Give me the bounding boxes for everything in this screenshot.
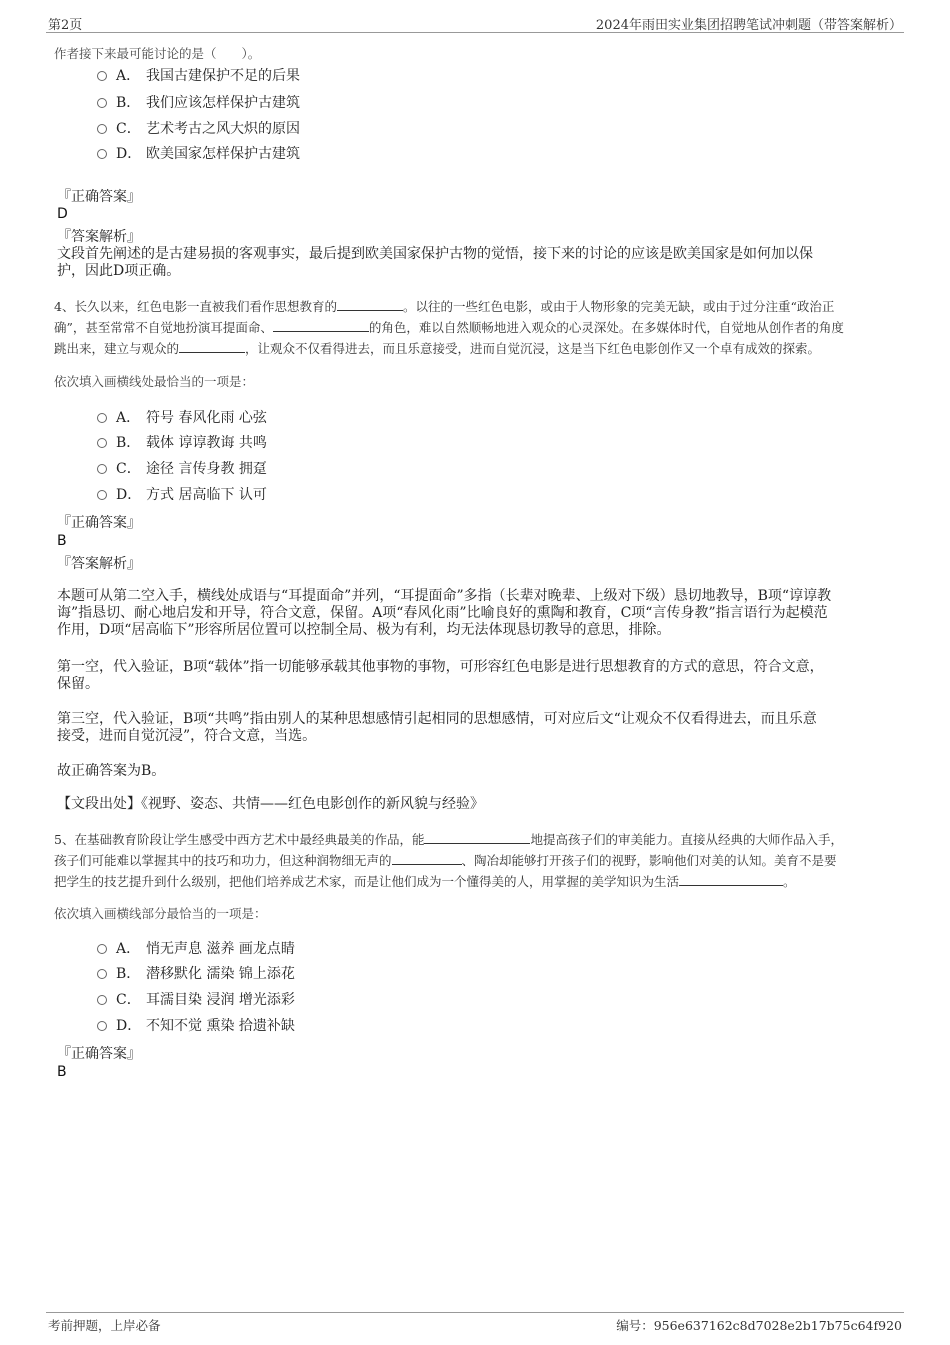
q4-option-d[interactable] xyxy=(97,485,267,505)
blank-line xyxy=(392,852,462,865)
q4-stem xyxy=(54,296,902,359)
q3-answer-label: 『正确答案』 xyxy=(57,189,141,205)
option-text: 欧美国家怎样保护古建筑 xyxy=(146,146,300,162)
q3-analysis xyxy=(57,246,897,280)
option-text: 耳濡目染 浸润 增光添彩 xyxy=(146,992,295,1008)
page-number: 第2页 xyxy=(48,18,83,33)
radio-icon[interactable] xyxy=(97,1021,107,1031)
q3-stem: 作者接下来最可能讨论的是（ ）。 xyxy=(54,46,261,61)
radio-icon[interactable] xyxy=(97,969,107,979)
radio-icon[interactable] xyxy=(97,413,107,423)
q4-text: 的角色，难以自然顺畅地进入观众的心灵深处。在多媒体时代，自觉地从创作者的角度 xyxy=(368,320,844,335)
blank-line xyxy=(679,873,783,886)
q5-answer-label: 『正确答案』 xyxy=(57,1046,141,1062)
q5-text: 孩子们可能难以掌握其中的技巧和功力，但这种润物细无声的 xyxy=(54,853,392,868)
option-text: 我国古建保护不足的后果 xyxy=(146,68,300,84)
q4-instruction: 依次填入画横线处最恰当的一项是： xyxy=(54,374,255,389)
q4-text: ，让观众不仅看得进去，而且乐意接受，进而自觉沉浸，这是当下红色电影创作又一个卓有成效的探索。 xyxy=(245,341,821,356)
option-letter: D． xyxy=(116,1018,142,1034)
q4-analysis-p2 xyxy=(57,659,897,693)
option-text: 潜移默化 濡染 锦上添花 xyxy=(146,966,295,982)
radio-icon[interactable] xyxy=(97,124,107,134)
radio-icon[interactable] xyxy=(97,995,107,1005)
analysis-line: 第一空，代入验证，B项“载体”指一切能够承载其他事物的事物，可形容红色电影是进行思想教育的方式的意思，符合文意， xyxy=(57,659,824,675)
q5-instruction: 依次填入画横线部分最恰当的一项是： xyxy=(54,906,267,921)
option-text: 我们应该怎样保护古建筑 xyxy=(146,95,300,111)
document-code: 编号：956e637162c8d7028e2b17b75c64f920 xyxy=(616,1318,902,1333)
option-letter: C． xyxy=(116,121,141,137)
radio-icon[interactable] xyxy=(97,944,107,954)
option-letter: C． xyxy=(116,461,141,477)
page-header xyxy=(46,12,904,33)
q3-option-d[interactable] xyxy=(97,144,300,164)
q5-text: 地提高孩子们的审美能力。直接从经典的大师作品入手， xyxy=(530,832,843,847)
q3-option-c[interactable] xyxy=(97,119,300,139)
analysis-line: 第三空，代入验证，B项“共鸣”指由别人的某种思想感情引起相同的思想感情，可对应后文“让观众不仅看得进去，而且乐意 xyxy=(57,711,817,727)
radio-icon[interactable] xyxy=(97,98,107,108)
q5-text: 5、在基础教育阶段让学生感受中西方艺术中最经典最美的作品，能 xyxy=(54,832,425,847)
option-text: 途径 言传身教 拥趸 xyxy=(146,461,267,477)
q3-option-a[interactable] xyxy=(97,66,300,86)
q4-source: 【文段出处】《视野、姿态、共情——红色电影创作的新风貌与经验》 xyxy=(57,796,484,812)
q5-option-c[interactable] xyxy=(97,990,295,1010)
q5-option-d[interactable] xyxy=(97,1016,295,1036)
q3-analysis-line: 护，因此D项正确。 xyxy=(57,263,181,279)
option-letter: D． xyxy=(116,146,142,162)
option-text: 方式 居高临下 认可 xyxy=(146,487,267,503)
option-letter: C． xyxy=(116,992,141,1008)
q3-option-b[interactable] xyxy=(97,93,300,113)
option-text: 不知不觉 熏染 拾遗补缺 xyxy=(146,1018,295,1034)
q4-text: 确”，甚至常常不自觉地扮演耳提面命、 xyxy=(54,320,273,335)
blank-line xyxy=(424,831,530,844)
option-letter: B． xyxy=(116,435,141,451)
option-letter: A． xyxy=(116,68,141,84)
q4-text: 跳出来，建立与观众的 xyxy=(54,341,180,356)
radio-icon[interactable] xyxy=(97,149,107,159)
radio-icon[interactable] xyxy=(97,71,107,81)
q5-text: 、陶冶却能够打开孩子们的视野，影响他们对美的认知。美育不是要 xyxy=(461,853,837,868)
option-letter: B． xyxy=(116,95,141,111)
radio-icon[interactable] xyxy=(97,464,107,474)
q4-text: 。以往的一些红色电影，或由于人物形象的完美无缺，或由于过分注重“政治正 xyxy=(402,299,835,314)
q3-analysis-label: 『答案解析』 xyxy=(57,229,141,245)
q5-text: 把学生的技艺提升到什么级别，把他们培养成艺术家，而是让他们成为一个懂得美的人，用掌握的美学知识为生活 xyxy=(54,874,680,889)
blank-line xyxy=(337,298,403,311)
q4-option-b[interactable] xyxy=(97,433,267,453)
option-letter: A． xyxy=(116,410,141,426)
q4-answer: B xyxy=(57,533,67,549)
q4-option-c[interactable] xyxy=(97,459,267,479)
q5-option-b[interactable] xyxy=(97,964,295,984)
analysis-line: 本题可从第二空入手，横线处成语与“耳提面命”并列，“耳提面命”多指（长辈对晚辈、上级对下级）恳切地教导，B项“谆谆教 xyxy=(57,588,832,604)
analysis-line: 接受，进而自觉沉浸”，符合文意，当选。 xyxy=(57,728,317,744)
analysis-line: 作用，D项“居高临下”形容所居位置可以控制全局、极为有利，均无法体现恳切教导的意思，排除。 xyxy=(57,622,671,638)
q4-analysis-label: 『答案解析』 xyxy=(57,556,141,572)
option-text: 悄无声息 滋养 画龙点睛 xyxy=(146,941,295,957)
option-letter: A． xyxy=(116,941,141,957)
q4-option-a[interactable] xyxy=(97,408,267,428)
option-text: 艺术考古之风大炽的原因 xyxy=(146,121,300,137)
option-text: 符号 春风化雨 心弦 xyxy=(146,410,267,426)
q5-answer: B xyxy=(57,1064,67,1080)
option-letter: D． xyxy=(116,487,142,503)
blank-line xyxy=(273,319,369,332)
document-title: 2024年雨田实业集团招聘笔试冲刺题（带答案解析） xyxy=(595,18,902,33)
q5-stem xyxy=(54,829,902,892)
radio-icon[interactable] xyxy=(97,490,107,500)
q5-option-a[interactable] xyxy=(97,939,295,959)
analysis-line: 保留。 xyxy=(57,676,99,692)
radio-icon[interactable] xyxy=(97,438,107,448)
footer-slogan: 考前押题，上岸必备 xyxy=(48,1318,161,1333)
q3-analysis-line: 文段首先阐述的是古建易损的客观事实，最后提到欧美国家保护古物的觉悟，接下来的讨论的应该是欧美国家是如何加以保 xyxy=(57,246,813,262)
blank-line xyxy=(179,340,245,353)
q5-text: 。 xyxy=(783,874,796,889)
q4-conclusion: 故正确答案为B。 xyxy=(57,763,166,779)
option-letter: B． xyxy=(116,966,141,982)
page-footer xyxy=(46,1312,904,1333)
q4-text: 4、长久以来，红色电影一直被我们看作思想教育的 xyxy=(54,299,337,314)
analysis-line: 诲”指恳切、耐心地启发和开导，符合文意，保留。A项“春风化雨”比喻良好的熏陶和教育，C项“言传身教”指言语行为起模范 xyxy=(57,605,828,621)
q3-answer: D xyxy=(57,206,68,222)
q4-analysis-p1 xyxy=(57,588,897,639)
q4-answer-label: 『正确答案』 xyxy=(57,515,141,531)
option-text: 载体 谆谆教诲 共鸣 xyxy=(146,435,267,451)
q4-analysis-p3 xyxy=(57,711,897,745)
